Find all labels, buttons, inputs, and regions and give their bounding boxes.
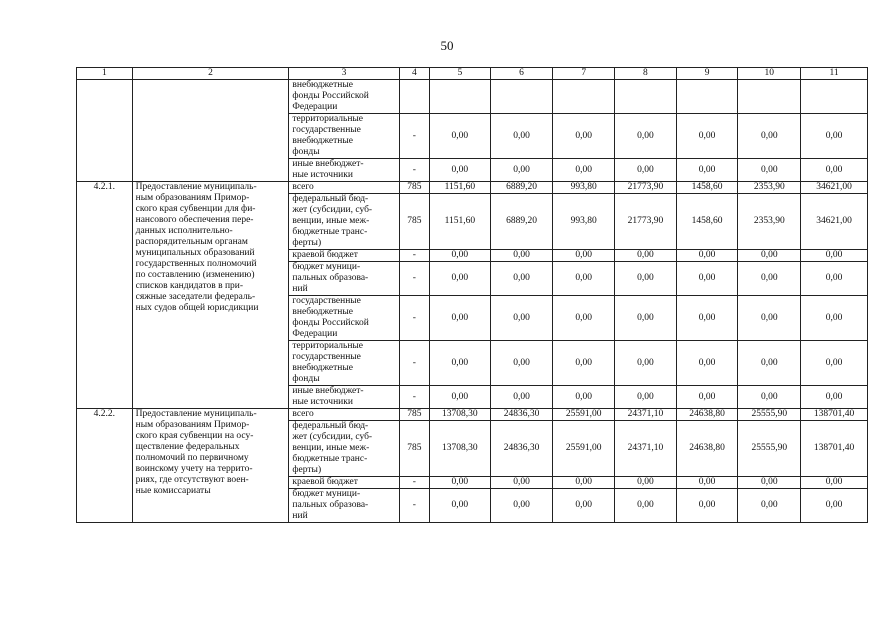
amount-cell: 0,00 bbox=[676, 386, 738, 409]
funding-source: краевой бюджет bbox=[289, 250, 399, 262]
amount-cell: 2353,90 bbox=[738, 194, 801, 250]
amount-cell: 0,00 bbox=[553, 489, 615, 523]
amount-cell bbox=[615, 80, 677, 114]
amount-cell: 0,00 bbox=[676, 159, 738, 182]
funding-source: иные внебюджет- ные источники bbox=[289, 386, 399, 409]
amount-cell: 0,00 bbox=[738, 250, 801, 262]
funding-source: государственные внебюджетные фонды Российской Федерации bbox=[289, 296, 399, 341]
funding-source: федеральный бюд- жет (субсидии, суб- венции, иные меж- бюджетные транс- ферты) bbox=[289, 194, 399, 250]
amount-cell: 25555,90 bbox=[738, 409, 801, 421]
amount-cell: 24638,80 bbox=[676, 421, 738, 477]
amount-cell: 0,00 bbox=[615, 159, 677, 182]
column-number: 2 bbox=[132, 68, 289, 80]
amount-cell: 24638,80 bbox=[676, 409, 738, 421]
amount-cell: 0,00 bbox=[676, 296, 738, 341]
column-number: 3 bbox=[289, 68, 399, 80]
budget-code: - bbox=[399, 262, 429, 296]
amount-cell: 25591,00 bbox=[553, 409, 615, 421]
amount-cell: 0,00 bbox=[430, 159, 491, 182]
amount-cell: 0,00 bbox=[738, 159, 801, 182]
amount-cell: 1458,60 bbox=[676, 194, 738, 250]
funding-source: бюджет муници- пальных образова- ний bbox=[289, 262, 399, 296]
amount-cell: 0,00 bbox=[801, 262, 868, 296]
amount-cell: 0,00 bbox=[490, 296, 553, 341]
amount-cell: 0,00 bbox=[738, 386, 801, 409]
amount-cell: 0,00 bbox=[615, 489, 677, 523]
budget-code: - bbox=[399, 114, 429, 159]
amount-cell: 0,00 bbox=[615, 250, 677, 262]
amount-cell: 0,00 bbox=[430, 250, 491, 262]
amount-cell: 138701,40 bbox=[801, 421, 868, 477]
amount-cell: 0,00 bbox=[676, 489, 738, 523]
budget-table bbox=[76, 67, 868, 523]
amount-cell: 0,00 bbox=[801, 159, 868, 182]
amount-cell: 993,80 bbox=[553, 182, 615, 194]
item-code: 4.2.2. bbox=[77, 409, 133, 523]
column-number: 1 bbox=[77, 68, 133, 80]
amount-cell: 0,00 bbox=[430, 114, 491, 159]
amount-cell: 0,00 bbox=[490, 386, 553, 409]
amount-cell: 0,00 bbox=[430, 489, 491, 523]
budget-code: 785 bbox=[399, 182, 429, 194]
budget-code: - bbox=[399, 386, 429, 409]
amount-cell: 0,00 bbox=[553, 386, 615, 409]
amount-cell: 0,00 bbox=[801, 477, 868, 489]
column-number: 11 bbox=[801, 68, 868, 80]
amount-cell: 13708,30 bbox=[430, 421, 491, 477]
budget-code: - bbox=[399, 296, 429, 341]
amount-cell: 6889,20 bbox=[490, 194, 553, 250]
amount-cell: 0,00 bbox=[676, 250, 738, 262]
amount-cell: 0,00 bbox=[490, 159, 553, 182]
budget-code: - bbox=[399, 341, 429, 386]
amount-cell: 0,00 bbox=[676, 477, 738, 489]
amount-cell: 0,00 bbox=[553, 250, 615, 262]
column-number: 6 bbox=[490, 68, 553, 80]
amount-cell: 0,00 bbox=[553, 262, 615, 296]
amount-cell bbox=[738, 80, 801, 114]
amount-cell: 0,00 bbox=[738, 341, 801, 386]
funding-source: внебюджетные фонды Российской Федерации bbox=[289, 80, 399, 114]
amount-cell: 0,00 bbox=[801, 250, 868, 262]
item-code bbox=[77, 80, 133, 182]
amount-cell: 0,00 bbox=[615, 114, 677, 159]
amount-cell: 0,00 bbox=[553, 114, 615, 159]
column-number: 4 bbox=[399, 68, 429, 80]
amount-cell: 0,00 bbox=[738, 477, 801, 489]
amount-cell: 0,00 bbox=[553, 159, 615, 182]
budget-code: 785 bbox=[399, 421, 429, 477]
amount-cell: 25555,90 bbox=[738, 421, 801, 477]
amount-cell: 0,00 bbox=[615, 296, 677, 341]
amount-cell: 0,00 bbox=[615, 386, 677, 409]
funding-source: краевой бюджет bbox=[289, 477, 399, 489]
amount-cell: 0,00 bbox=[430, 262, 491, 296]
amount-cell: 0,00 bbox=[801, 341, 868, 386]
amount-cell: 0,00 bbox=[490, 262, 553, 296]
amount-cell: 0,00 bbox=[490, 341, 553, 386]
amount-cell: 0,00 bbox=[738, 262, 801, 296]
amount-cell: 1458,60 bbox=[676, 182, 738, 194]
amount-cell bbox=[490, 80, 553, 114]
amount-cell: 1151,60 bbox=[430, 194, 491, 250]
amount-cell: 0,00 bbox=[738, 296, 801, 341]
amount-cell: 0,00 bbox=[615, 341, 677, 386]
amount-cell: 6889,20 bbox=[490, 182, 553, 194]
amount-cell: 1151,60 bbox=[430, 182, 491, 194]
budget-code bbox=[399, 80, 429, 114]
amount-cell: 0,00 bbox=[430, 386, 491, 409]
funding-source: федеральный бюд- жет (субсидии, суб- венции, иные меж- бюджетные транс- ферты) bbox=[289, 421, 399, 477]
item-title: Предоставление муниципаль- ным образованиям Примор- ского края субвенции на осу- ществление федеральных полномочий по первичному воинскому учету на террито- риях, где отсутствуют воен- ные комиссариаты bbox=[132, 409, 289, 523]
amount-cell: 0,00 bbox=[615, 477, 677, 489]
amount-cell: 24836,30 bbox=[490, 409, 553, 421]
amount-cell bbox=[553, 80, 615, 114]
amount-cell: 24371,10 bbox=[615, 409, 677, 421]
column-number: 5 bbox=[430, 68, 491, 80]
budget-code: - bbox=[399, 477, 429, 489]
amount-cell: 0,00 bbox=[553, 477, 615, 489]
table-row bbox=[77, 182, 868, 194]
amount-cell: 0,00 bbox=[676, 114, 738, 159]
amount-cell: 0,00 bbox=[801, 386, 868, 409]
funding-source: территориальные государственные внебюджетные фонды bbox=[289, 341, 399, 386]
amount-cell: 0,00 bbox=[801, 296, 868, 341]
amount-cell: 0,00 bbox=[490, 114, 553, 159]
amount-cell: 0,00 bbox=[553, 296, 615, 341]
header-row bbox=[77, 68, 868, 80]
budget-code: 785 bbox=[399, 409, 429, 421]
amount-cell: 0,00 bbox=[738, 489, 801, 523]
amount-cell bbox=[676, 80, 738, 114]
amount-cell: 0,00 bbox=[615, 262, 677, 296]
budget-code: - bbox=[399, 159, 429, 182]
page-number: 50 bbox=[440, 38, 454, 53]
amount-cell: 34621,00 bbox=[801, 194, 868, 250]
table-row bbox=[77, 80, 868, 114]
amount-cell: 0,00 bbox=[430, 341, 491, 386]
amount-cell: 13708,30 bbox=[430, 409, 491, 421]
column-number: 9 bbox=[676, 68, 738, 80]
amount-cell bbox=[430, 80, 491, 114]
amount-cell: 0,00 bbox=[676, 341, 738, 386]
amount-cell: 34621,00 bbox=[801, 182, 868, 194]
amount-cell: 0,00 bbox=[801, 114, 868, 159]
amount-cell: 0,00 bbox=[430, 477, 491, 489]
amount-cell: 21773,90 bbox=[615, 182, 677, 194]
amount-cell: 2353,90 bbox=[738, 182, 801, 194]
item-title: Предоставление муниципаль- ным образованиям Примор- ского края субвенции для фи- нансового обеспечения пере- данных исполнительно- распорядительным органам муниципальных образований государственных полномочий по составлению (изменению) списков кандидатов в при- сяжные заседатели федераль- ных судов общей юрисдикции bbox=[132, 182, 289, 409]
amount-cell: 0,00 bbox=[490, 477, 553, 489]
amount-cell: 25591,00 bbox=[553, 421, 615, 477]
column-number: 8 bbox=[615, 68, 677, 80]
item-title bbox=[132, 80, 289, 182]
funding-source: всего bbox=[289, 409, 399, 421]
amount-cell bbox=[801, 80, 868, 114]
funding-source: иные внебюджет- ные источники bbox=[289, 159, 399, 182]
budget-code: 785 bbox=[399, 194, 429, 250]
column-number: 7 bbox=[553, 68, 615, 80]
funding-source: всего bbox=[289, 182, 399, 194]
table-row bbox=[77, 409, 868, 421]
amount-cell: 138701,40 bbox=[801, 409, 868, 421]
amount-cell: 0,00 bbox=[801, 489, 868, 523]
amount-cell: 24371,10 bbox=[615, 421, 677, 477]
amount-cell: 0,00 bbox=[676, 262, 738, 296]
budget-code: - bbox=[399, 250, 429, 262]
budget-code: - bbox=[399, 489, 429, 523]
funding-source: бюджет муници- пальных образова- ний bbox=[289, 489, 399, 523]
funding-source: территориальные государственные внебюджетные фонды bbox=[289, 114, 399, 159]
amount-cell: 0,00 bbox=[490, 250, 553, 262]
amount-cell: 0,00 bbox=[490, 489, 553, 523]
amount-cell: 0,00 bbox=[430, 296, 491, 341]
amount-cell: 993,80 bbox=[553, 194, 615, 250]
column-number: 10 bbox=[738, 68, 801, 80]
amount-cell: 0,00 bbox=[553, 341, 615, 386]
amount-cell: 24836,30 bbox=[490, 421, 553, 477]
item-code: 4.2.1. bbox=[77, 182, 133, 409]
amount-cell: 21773,90 bbox=[615, 194, 677, 250]
amount-cell: 0,00 bbox=[738, 114, 801, 159]
